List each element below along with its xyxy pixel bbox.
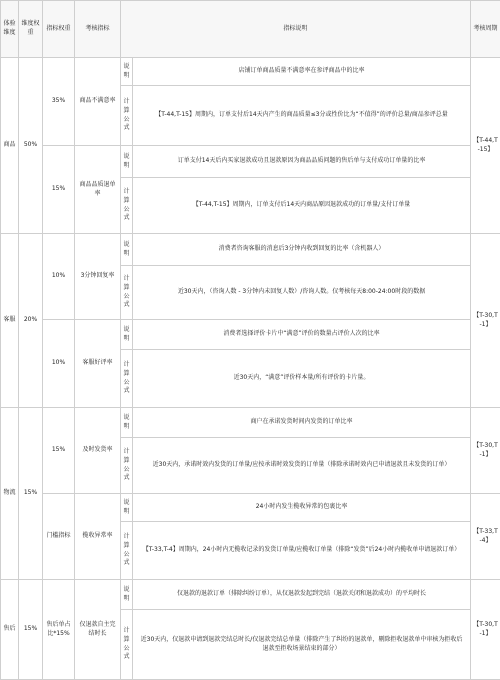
formula-label: 计算公式 xyxy=(121,350,133,408)
formula-text: 近30天内，仅退款申请到退款完结总时长/仅退款完结总单量（排除产生了纠纷的退款单，剔除拒收退款单中审核为拒收后退款至拒收场景结束的部分） xyxy=(133,610,471,680)
formula-text: 【T-44,T-15】周期内，订单支付后14天内产生的商品质量≤3分或性价比为“不值得”的评价总量/商品参评总量 xyxy=(133,86,471,146)
dimension-cell: 客服 xyxy=(1,234,19,408)
explain-label: 说明 xyxy=(121,408,133,438)
explain-label: 说明 xyxy=(121,320,133,350)
period-cell: 【T-30,T-1】 xyxy=(471,408,500,494)
formula-label: 计算公式 xyxy=(121,266,133,320)
ind-weight-cell: 15% xyxy=(43,408,75,494)
period-cell: 【T-30,T-1】 xyxy=(471,580,500,680)
explain-text: 消费者咨询客服的消息后3分钟内收到回复的比率（含机器人） xyxy=(133,234,471,266)
formula-label: 计算公式 xyxy=(121,610,133,680)
formula-text: 【T-33,T-4】周期内，24小时内无揽收记录的发货订单量/应揽收订单量（排除“发货”后24小时内揽收单申请退款订单） xyxy=(133,522,471,580)
formula-label: 计算公式 xyxy=(121,438,133,494)
explain-label: 说明 xyxy=(121,146,133,178)
indicator-name: 3分钟回复率 xyxy=(75,234,121,320)
explain-text: 订单支付14天后内买家退款成功且退款原因为商品品质问题的售后单与支付成功订单量的比率 xyxy=(133,146,471,178)
dimension-cell: 商品 xyxy=(1,58,19,234)
ind-weight-cell: 10% xyxy=(43,234,75,320)
formula-label: 计算公式 xyxy=(121,178,133,234)
explain-label: 说明 xyxy=(121,58,133,86)
ind-weight-cell: 门槛指标 xyxy=(43,494,75,580)
explain-text: 商户在承诺发货时间内发货的订单比率 xyxy=(133,408,471,438)
dim-weight-cell: 50% xyxy=(19,58,43,234)
explain-text: 消费者选择评价卡片中“满意”评价的数量占评价人次的比率 xyxy=(133,320,471,350)
indicator-name: 及时发货率 xyxy=(75,408,121,494)
header-description: 指标说明 xyxy=(121,1,471,58)
ind-weight-cell: 35% xyxy=(43,58,75,146)
dim-weight-cell: 20% xyxy=(19,234,43,408)
period-cell: 【T-33,T-4】 xyxy=(471,494,500,580)
explain-label: 说明 xyxy=(121,234,133,266)
header-indicator: 考核指标 xyxy=(75,1,121,58)
formula-text: 近30天内，（咨询人数 - 3分钟内未回复人数）/咨询人数。仅考核每天8:00-24:00时段的数据 xyxy=(133,266,471,320)
header-period: 考核周期 xyxy=(471,1,500,58)
header-ind-weight: 指标权重 xyxy=(43,1,75,58)
explain-text: 店铺订单商品质量不满意率在参评商品中的比率 xyxy=(133,58,471,86)
explain-label: 说明 xyxy=(121,494,133,522)
explain-label: 说明 xyxy=(121,580,133,610)
ind-weight-cell: 售后单占比*15% xyxy=(43,580,75,680)
period-cell: 【T-30,T-1】 xyxy=(471,234,500,408)
dim-weight-cell: 15% xyxy=(19,408,43,580)
formula-label: 计算公式 xyxy=(121,86,133,146)
explain-text: 24小时内发生揽收异常的包裹比率 xyxy=(133,494,471,522)
dim-weight-cell: 15% xyxy=(19,580,43,680)
ind-weight-cell: 15% xyxy=(43,146,75,234)
formula-text: 【T-44,T-15】周期内，订单支付后14天内商品原因退款成功的订单量/支付订单量 xyxy=(133,178,471,234)
indicator-name: 商品品质退单率 xyxy=(75,146,121,234)
indicator-name: 客服好评率 xyxy=(75,320,121,408)
indicator-name: 商品不满意率 xyxy=(75,58,121,146)
dimension-cell: 售后 xyxy=(1,580,19,680)
indicator-name: 仅退款自主完结时长 xyxy=(75,580,121,680)
dimension-cell: 物流 xyxy=(1,408,19,580)
header-dimension: 体验维度 xyxy=(1,1,19,58)
ind-weight-cell: 10% xyxy=(43,320,75,408)
header-dim-weight: 维度权重 xyxy=(19,1,43,58)
formula-text: 近30天内，“满意”评价样本量/所有评价的卡片量。 xyxy=(133,350,471,408)
header-row xyxy=(1,1,500,58)
formula-label: 计算公式 xyxy=(121,522,133,580)
formula-text: 近30天内，承诺时效内发货的订单量/应按承诺时效发货的订单量（排除承诺时效内已申请退款且未发货的订单） xyxy=(133,438,471,494)
explain-text: 仅退款的退款订单（排除纠纷订单），从仅退款发起到完结（退款关闭和退款成功）的平均时长 xyxy=(133,580,471,610)
indicator-name: 揽收异常率 xyxy=(75,494,121,580)
period-cell: 【T-44,T-15】 xyxy=(471,58,500,234)
